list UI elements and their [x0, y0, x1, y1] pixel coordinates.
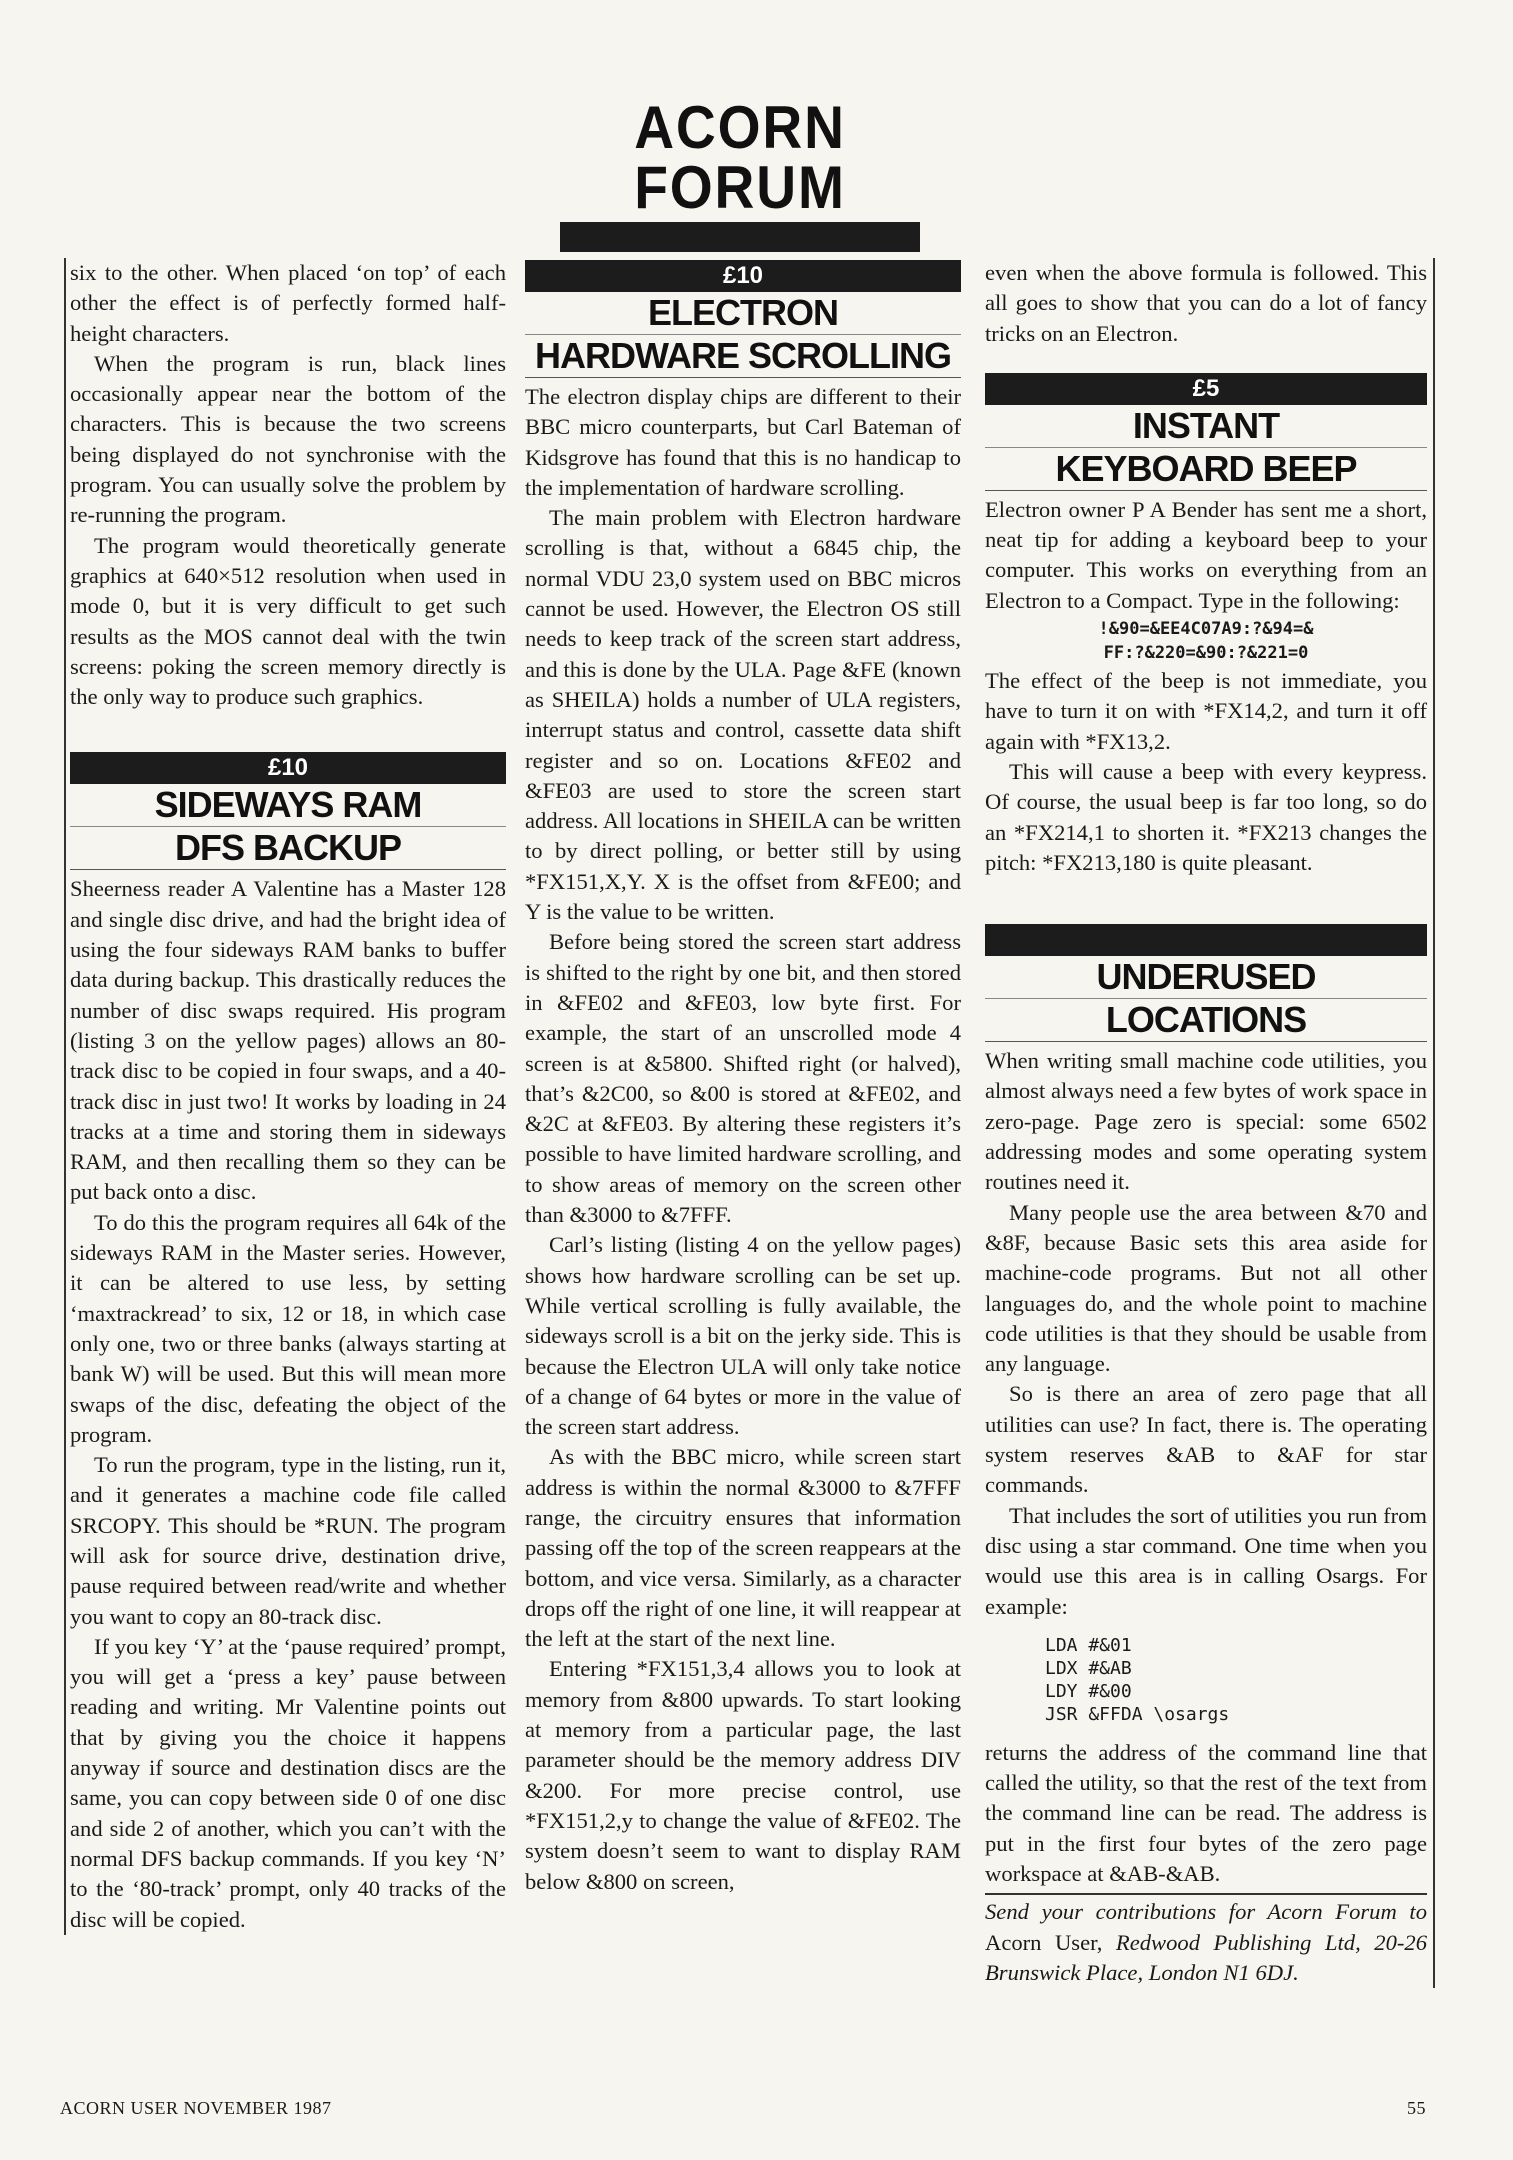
col1-heading-line1: SIDEWAYS RAM	[70, 784, 506, 827]
col2-heading	[525, 292, 961, 378]
beep-heading-line1: INSTANT	[985, 405, 1427, 448]
underused-bar	[985, 924, 1427, 956]
underused-body-4: That includes the sort of utilities you run from disc using a star command. One time when you would use this area is in calling Osargs. For example:	[985, 1502, 1427, 1619]
col2-body-para-4: Carl’s listing (listing 4 on the yellow pages) shows how hardware scrolling can be set up. While vertical scrolling is fully available, the sideways scroll is a bit on the jerky side. This is because the Electron ULA will only take notice of a change of 64 bytes or more in the value of the screen start address.	[525, 1232, 961, 1440]
contrib-addr-italic: Redwood Publishing Ltd, 20-26 Brunswick Place, London N1 6DJ.	[985, 1929, 1427, 1985]
osargs-code-block: LDA #&01 LDX #&AB LDY #&00 JSR &FFDA \osargs	[1045, 1634, 1230, 1725]
beep-code-line-2: FF:?&220=&90:?&221=0	[1103, 643, 1309, 664]
column-1	[64, 258, 506, 1935]
page-number: 55	[1407, 2098, 1426, 2118]
contributions-note	[985, 1893, 1427, 1988]
column-3	[985, 258, 1435, 1988]
underused-body-after: returns the address of the command line that called the utility, so that the rest of the text from the command line can be read. The address is put in the first four bytes of the zero page workspace at &AB-&AB.	[985, 1739, 1427, 1886]
column-2	[525, 258, 961, 1897]
col1-intro-para-3: The program would theoretically generate graphics at 640×512 resolution when used in mode 0, but it is very difficult to get such results as the MOS cannot deal with the twin screens: poking the screen memory directly is the only way to produce such graphics.	[70, 532, 506, 710]
masthead-title: ACORN FORUM	[634, 94, 846, 221]
beep-heading-line2: KEYBOARD BEEP	[1055, 447, 1357, 489]
beep-body-1: Electron owner P A Bender has sent me a short, neat tip for adding a keyboard beep to your computer. This works on everything from an Electron to a Compact. Type in the following:	[985, 496, 1427, 613]
col1-body-para-1: Sheerness reader A Valentine has a Master 128 and single disc drive, and had the bright idea of using the four sideways RAM banks to buffer data during backup. This drastically reduces the number of disc swaps required. His program (listing 3 on the yellow pages) allows an 80-track disc to be copied in four swaps, and a 40-track disc in just two! It works by loading in 24 tracks at a time and storing them in sideways RAM, and then recalling them so they can be put back onto a disc.	[70, 876, 506, 1205]
underused-body-2: Many people use the area between &70 and &8F, because Basic sets this area aside for machine-code programs. But not all other languages do, and the whole point to machine code utilities is that they should be usable from any language.	[985, 1199, 1427, 1377]
col1-body-para-4: If you key ‘Y’ at the ‘pause required’ prompt, you will get a ‘press a key’ pause between reading and writing. Mr Valentine points out that by giving you the choice it happens anyway if source and destination discs are the same, you can copy between side 0 of one disc and side 2 of another, which you can’t with the normal DFS backup commands. If you key ‘N’ to the ‘80-track’ prompt, only 40 tracks of the disc will be copied.	[70, 1633, 506, 1932]
footer-publication: ACORN USER NOVEMBER 1987	[60, 2098, 332, 2118]
contrib-italic: Send your contributions for Acorn Forum to	[985, 1899, 1427, 1925]
col2-body-para-5: As with the BBC micro, while screen start address is within the normal &3000 to &7FFF range, the circuitry ensures that information passing off the top of the screen reappears at the bottom, and vice versa. Similarly, as a character drops off the right of one line, it will reappear at the left at the start of the next line.	[525, 1444, 961, 1652]
masthead-bar	[560, 222, 920, 252]
col1-intro-para-2: When the program is run, black lines occasionally appear near the bottom of the characters. This is because the two screens being displayed do not synchronise with the program. You can usually solve the problem by re-running the program.	[70, 350, 506, 528]
contrib-addr-plain: Acorn User,	[985, 1929, 1116, 1955]
col1-body-para-2: To do this the program requires all 64k of the sideways RAM in the Master series. However, it can be altered to use less, by setting ‘maxtrackread’ to six, 12 or 18, in which case only one, two or three banks (always starting at bank W) will be used. But this will mean more swaps of the disc, defeating the object of the program.	[70, 1209, 506, 1447]
beep-code-line-1: !&90=&EE4C07A9:?&94=&	[1098, 619, 1314, 640]
beep-prize-bar: £5	[985, 373, 1427, 405]
col2-body-para-6: Entering *FX151,3,4 allows you to look at memory from &800 upwards. To start looking at memory from a particular page, the last parameter should be the memory address DIV &200. For more precise control, use *FX151,2,y to change the value of &FE02. The system doesn’t seem to want to display RAM below &800 on screen,	[525, 1656, 961, 1894]
underused-heading-line2: LOCATIONS	[1105, 999, 1307, 1041]
col2-body-para-3: Before being stored the screen start address is shifted to the right by one bit, and then stored in &FE02 and &FE03, low byte first. For example, the start of an unscrolled mode 4 screen is at &5800. Shifted right (or halved), that’s &2C00, so &00 is stored at &FE02, and &2C at &FE03. By altering these registers it’s possible to have limited hardware scrolling, and to show areas of memory on the screen other than &3000 to &7FFF.	[525, 929, 961, 1228]
col2-heading-line1: ELECTRON	[525, 292, 961, 335]
beep-heading	[985, 405, 1427, 491]
col1-heading	[70, 784, 506, 870]
underused-heading	[985, 956, 1427, 1042]
underused-body-1: When writing small machine code utilities, you almost always need a few bytes of work space in zero-page. Page zero is special: some 6502 addressing modes and some operating system routines need it.	[985, 1048, 1427, 1195]
col1-heading-line2: DFS BACKUP	[174, 827, 401, 869]
col2-body-para-2: The main problem with Electron hardware scrolling is that, without a 6845 chip, the normal VDU 23,0 system used on BBC micros cannot be used. However, the Electron OS still needs to keep track of the screen start address, and this is done by the ULA. Page &FE (known as SHEILA) holds a number of ULA registers, interrupt status and control, cassette data shift register and so on. Locations &FE02 and &FE03 are used to store the screen start address. All locations in SHEILA can be written to by direct polling, or better still by using *FX151,X,Y. X is the offset from &FE00; and Y is the value to be written.	[525, 505, 961, 925]
underused-body-3: So is there an area of zero page that all utilities can use? In fact, there is. The operating system reserves &AB to &AF for star commands.	[985, 1381, 1427, 1498]
beep-body-3: This will cause a beep with every keypress. Of course, the usual beep is far too long, so do an *FX214,1 to shorten it. *FX213 changes the pitch: *FX213,180 is quite pleasant.	[985, 758, 1427, 875]
col2-heading-line2: HARDWARE SCROLLING	[535, 335, 951, 376]
col2-prize-bar: £10	[525, 260, 961, 292]
col2-body-para-1: The electron display chips are different to their BBC micro counterparts, but Carl Bateman of Kidsgrove has found that this is no handicap to the implementation of hardware scrolling.	[525, 384, 961, 500]
col3-intro: even when the above formula is followed. This all goes to show that you can do a lot of fancy tricks on an Electron.	[985, 260, 1427, 346]
col1-prize-bar: £10	[70, 752, 506, 784]
underused-heading-line1: UNDERUSED	[985, 956, 1427, 999]
col1-intro-para-1: six to the other. When placed ‘on top’ of each other the effect is of perfectly formed half-height characters.	[70, 260, 506, 346]
beep-body-2: The effect of the beep is not immediate, you have to turn it on with *FX14,2, and turn it off again with *FX13,2.	[985, 668, 1427, 754]
masthead	[560, 94, 920, 252]
col1-body-para-3: To run the program, type in the listing, run it, and it generates a machine code file called SRCOPY. This should be *RUN. The program will ask for source drive, destination drive, pause required between read/write and whether you want to copy an 80-track disc.	[70, 1452, 506, 1629]
